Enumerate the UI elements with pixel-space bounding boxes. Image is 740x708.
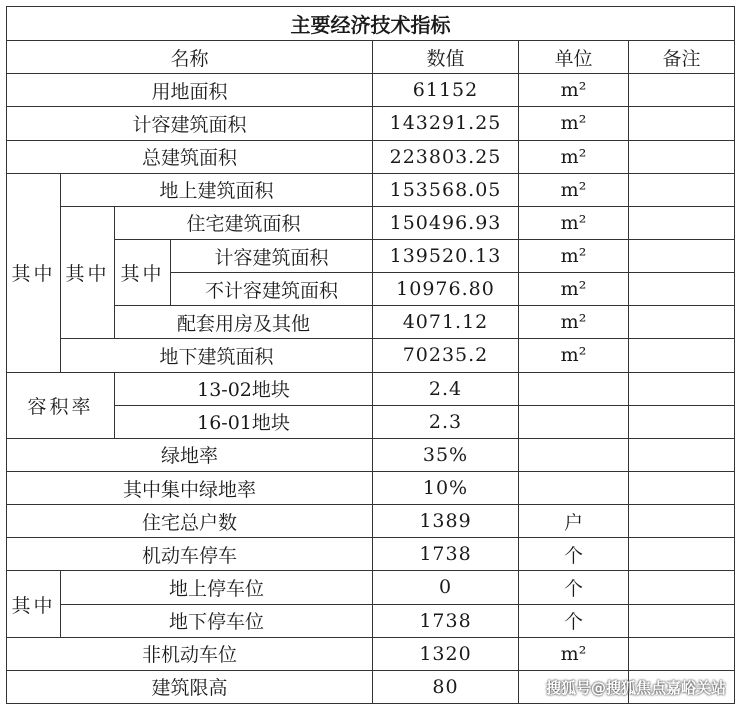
row-remark (629, 604, 735, 637)
row-remark (629, 107, 735, 140)
row-value: 10% (373, 471, 519, 504)
row-value: 0 (373, 571, 519, 604)
row-unit: 个 (519, 604, 629, 637)
row-name: 13-02地块 (115, 372, 373, 405)
row-unit (519, 405, 629, 438)
table-row (7, 571, 735, 604)
row-name: 机动车停车 (7, 538, 373, 571)
row-remark (629, 239, 735, 272)
row-name: 16-01地块 (115, 405, 373, 438)
row-value: 80 (373, 670, 519, 703)
table-title: 主要经济技术指标 (7, 7, 735, 41)
row-name: 住宅总户数 (7, 505, 373, 538)
table-row (7, 637, 735, 670)
row-remark (629, 538, 735, 571)
row-value: 1320 (373, 637, 519, 670)
row-remark (629, 405, 735, 438)
header-unit: 单位 (519, 41, 629, 74)
watermark: 搜狐号@搜狐焦点嘉峪关站 (545, 679, 726, 697)
row-remark (629, 505, 735, 538)
row-name: 计容建筑面积 (7, 107, 373, 140)
row-value: 139520.13 (373, 239, 519, 272)
row-unit: m² (519, 107, 629, 140)
header-value: 数值 (373, 41, 519, 74)
row-name: 住宅建筑面积 (115, 206, 373, 239)
table-row (7, 107, 735, 140)
row-remark (629, 471, 735, 504)
group-label-qizhong: 其中 (61, 206, 115, 339)
table-row (7, 140, 735, 173)
table-row (7, 372, 735, 405)
row-value: 4071.12 (373, 306, 519, 339)
row-unit: 个 (519, 571, 629, 604)
row-unit (519, 471, 629, 504)
row-remark (629, 140, 735, 173)
row-value: 153568.05 (373, 173, 519, 206)
row-value: 10976.80 (373, 273, 519, 306)
table-row (7, 74, 735, 107)
row-unit: m² (519, 637, 629, 670)
row-unit: m² (519, 239, 629, 272)
row-name: 地下停车位 (61, 604, 373, 637)
row-unit: 户 (519, 505, 629, 538)
table-row (7, 206, 735, 239)
table-row (7, 339, 735, 372)
group-label-qizhong: 其中 (7, 173, 61, 372)
row-unit: m² (519, 306, 629, 339)
row-value: 143291.25 (373, 107, 519, 140)
economic-indicators-table (6, 6, 735, 704)
header-row (7, 41, 735, 74)
row-unit: m² (519, 74, 629, 107)
row-remark (629, 206, 735, 239)
row-name: 计容建筑面积 (171, 239, 373, 272)
row-remark (629, 173, 735, 206)
row-name: 其中集中绿地率 (7, 471, 373, 504)
row-value: 1738 (373, 604, 519, 637)
row-unit: m² (519, 140, 629, 173)
row-remark (629, 571, 735, 604)
row-name: 地上建筑面积 (61, 173, 373, 206)
row-name: 绿地率 (7, 438, 373, 471)
row-remark (629, 74, 735, 107)
row-value: 2.3 (373, 405, 519, 438)
row-remark (629, 372, 735, 405)
row-unit: m² (519, 173, 629, 206)
header-remark: 备注 (629, 41, 735, 74)
table-row (7, 306, 735, 339)
row-value: 2.4 (373, 372, 519, 405)
group-label-qizhong: 其中 (115, 239, 171, 305)
row-value: 223803.25 (373, 140, 519, 173)
table-row (7, 505, 735, 538)
row-value: 1738 (373, 538, 519, 571)
row-unit (519, 438, 629, 471)
row-name: 配套用房及其他 (115, 306, 373, 339)
row-name: 非机动车位 (7, 637, 373, 670)
row-remark (629, 273, 735, 306)
row-remark (629, 339, 735, 372)
table-row (7, 173, 735, 206)
row-value: 61152 (373, 74, 519, 107)
row-unit: 个 (519, 538, 629, 571)
row-remark (629, 438, 735, 471)
row-value: 1389 (373, 505, 519, 538)
row-value: 35% (373, 438, 519, 471)
row-name: 不计容建筑面积 (171, 273, 373, 306)
row-unit: m² (519, 273, 629, 306)
row-unit: m² (519, 339, 629, 372)
row-name: 总建筑面积 (7, 140, 373, 173)
group-label-qizhong: 其中 (7, 571, 61, 637)
row-name: 用地面积 (7, 74, 373, 107)
table-row (7, 405, 735, 438)
row-value: 70235.2 (373, 339, 519, 372)
table-row (7, 604, 735, 637)
row-unit: m² (519, 206, 629, 239)
row-name: 地上停车位 (61, 571, 373, 604)
table-row (7, 471, 735, 504)
header-name: 名称 (7, 41, 373, 74)
row-name: 地下建筑面积 (61, 339, 373, 372)
table-row (7, 239, 735, 272)
row-remark (629, 306, 735, 339)
group-label-rongjilv: 容积率 (7, 372, 115, 438)
table-row (7, 438, 735, 471)
row-unit (519, 372, 629, 405)
row-remark (629, 637, 735, 670)
table-row (7, 538, 735, 571)
row-value: 150496.93 (373, 206, 519, 239)
row-name: 建筑限高 (7, 670, 373, 703)
